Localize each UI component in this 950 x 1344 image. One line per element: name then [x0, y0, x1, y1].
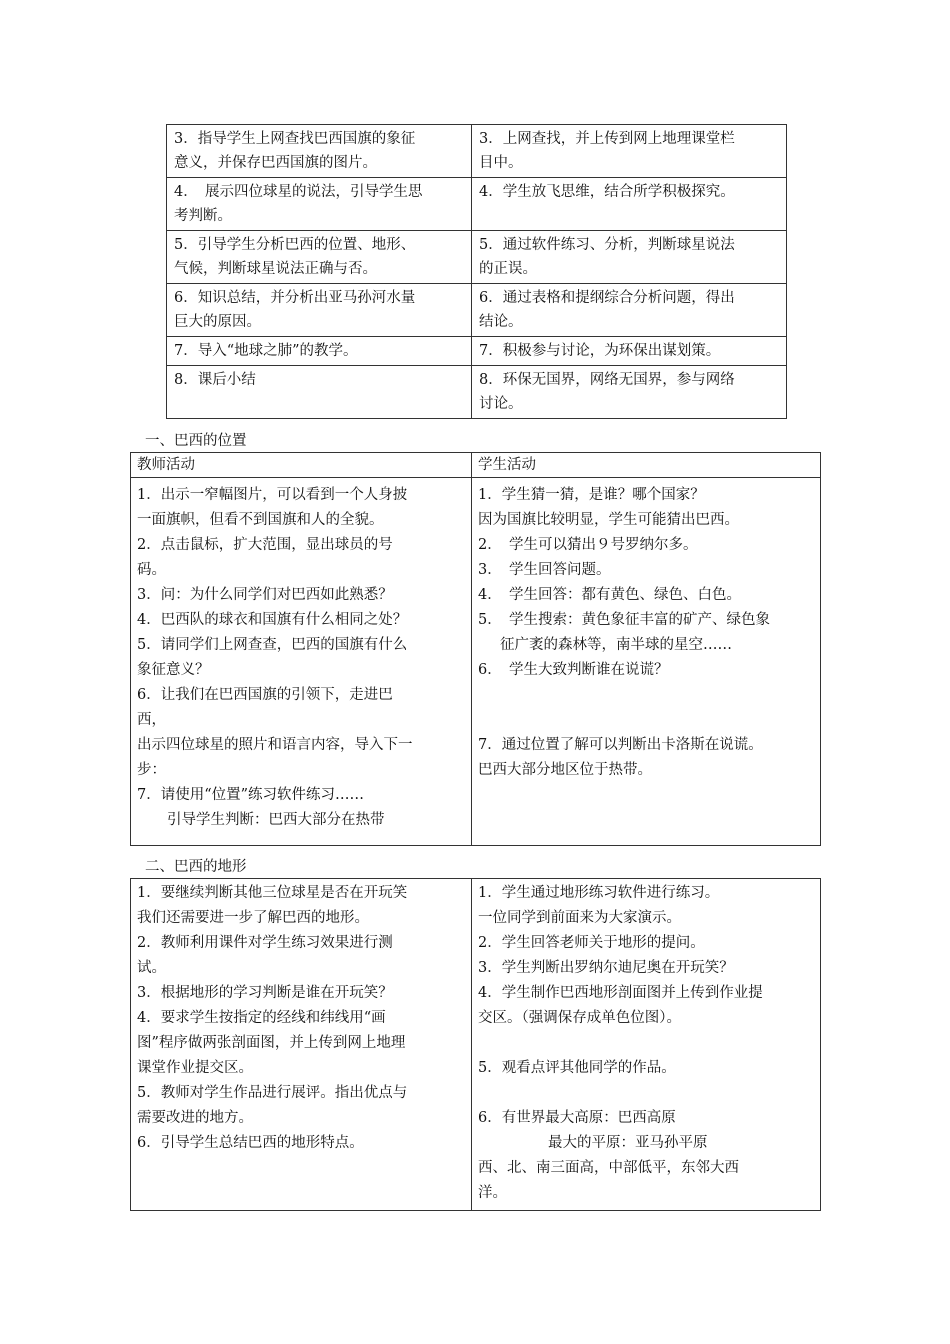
text-line: 7．导入“地球之肺”的教学。 — [174, 343, 358, 359]
student-activity-cell — [472, 178, 787, 231]
text-line: 2．学生回答老师关于地形的提问。 — [478, 935, 705, 951]
text-line: 我们还需要进一步了解巴西的地形。 — [137, 910, 369, 926]
table-row — [167, 337, 787, 366]
text-line: 因为国旗比较明显，学生可能猜出巴西。 — [478, 512, 739, 528]
text-line: 3．上网查找，并上传到网上地理课堂栏 — [479, 131, 735, 147]
text-line: 最大的平原：亚马孙平原 — [548, 1135, 708, 1151]
text-line: 1．要继续判断其他三位球星是否在开玩笑 — [137, 885, 408, 901]
text-line: 气候，判断球星说法正确与否。 — [174, 261, 377, 277]
spacer — [478, 1081, 814, 1106]
text-line: 交区。（强调保存成单色位图）。 — [478, 1010, 681, 1026]
text-line: 6．引导学生总结巴西的地形特点。 — [137, 1135, 364, 1151]
spacer — [478, 1031, 814, 1056]
text-line: 3． 学生回答问题。 — [478, 562, 611, 578]
text-line: 巨大的原因。 — [174, 314, 261, 330]
teacher-activity-cell — [131, 879, 472, 1211]
text-line: 4．学生制作巴西地形剖面图并上传到作业提 — [478, 985, 763, 1001]
location-activity-table — [130, 452, 821, 846]
teacher-activity-cell — [167, 125, 472, 178]
header-student-activity: 学生活动 — [472, 453, 821, 478]
text-line: 意义，并保存巴西国旗的图片。 — [174, 155, 377, 171]
text-line: 步： — [137, 762, 166, 778]
text-line: 3．根据地形的学习判断是谁在开玩笑？ — [137, 985, 393, 1001]
text-line: 7．通过位置了解可以判断出卡洛斯在说谎。 — [478, 737, 763, 753]
teacher-activity-cell — [167, 231, 472, 284]
text-line: 4．要求学生按指定的经线和纬线用“画 — [137, 1010, 386, 1026]
text-line: 5．教师对学生作品进行展评。指出优点与 — [137, 1085, 408, 1101]
table-row — [167, 178, 787, 231]
table-row — [167, 231, 787, 284]
text-line: 7．积极参与讨论，为环保出谋划策。 — [479, 343, 721, 359]
header-teacher-activity: 教师活动 — [131, 453, 472, 478]
text-line: 5．引导学生分析巴西的位置、地形、 — [174, 237, 416, 253]
student-activity-cell — [472, 366, 787, 419]
text-line: 图”程序做两张剖面图，并上传到网上地理 — [137, 1035, 406, 1051]
section-heading-terrain: 二、巴西的地形 — [145, 859, 247, 875]
activity-table-continued — [166, 124, 787, 419]
text-line: 的正误。 — [479, 261, 537, 277]
text-line: 西、北、南三面高，中部低平，东邻大西 — [478, 1160, 739, 1176]
text-line: 2．教师利用课件对学生练习效果进行测 — [137, 935, 393, 951]
text-line: 试。 — [137, 960, 166, 976]
teacher-activity-cell — [167, 337, 472, 366]
student-activity-cell — [472, 337, 787, 366]
text-line: 结论。 — [479, 314, 523, 330]
text-line: 1．学生通过地形练习软件进行练习。 — [478, 885, 720, 901]
text-line: 5．通过软件练习、分析，判断球星说法 — [479, 237, 735, 253]
text-line: 4．学生放飞思维，结合所学积极探究。 — [479, 184, 735, 200]
table-row — [167, 125, 787, 178]
text-line: 一面旗帜，但看不到国旗和人的全貌。 — [137, 512, 384, 528]
text-line: 需要改进的地方。 — [137, 1110, 253, 1126]
text-line: 2． 学生可以猜出９号罗纳尔多。 — [478, 537, 698, 553]
text-line: 出示四位球星的照片和语言内容，导入下一 — [137, 737, 413, 753]
text-line: 引导学生判断：巴西大部分在热带 — [167, 812, 385, 828]
text-line: 4． 学生回答：都有黄色、绿色、白色。 — [478, 587, 741, 603]
text-line: 洋。 — [478, 1185, 507, 1201]
student-activity-cell — [472, 284, 787, 337]
text-line: 课堂作业提交区。 — [137, 1060, 253, 1076]
text-line: 7．请使用“位置”练习软件练习…… — [137, 787, 365, 803]
text-line: 象征意义？ — [137, 662, 210, 678]
text-line: 4．巴西队的球衣和国旗有什么相同之处？ — [137, 612, 408, 628]
text-line: 6．有世界最大高原：巴西高原 — [478, 1110, 676, 1126]
text-line: 5．请同学们上网查查，巴西的国旗有什么 — [137, 637, 408, 653]
text-line: 一位同学到前面来为大家演示。 — [478, 910, 681, 926]
student-activity-cell — [472, 478, 821, 846]
table-row — [167, 284, 787, 337]
terrain-activity-table — [130, 878, 821, 1211]
text-line: 3．指导学生上网查找巴西国旗的象征 — [174, 131, 416, 147]
text-line: 目中。 — [479, 155, 523, 171]
text-line: 8．环保无国界，网络无国界，参与网络 — [479, 372, 735, 388]
text-line: 3．问：为什么同学们对巴西如此熟悉？ — [137, 587, 393, 603]
text-line: 1．出示一窄幅图片，可以看到一个人身披 — [137, 487, 408, 503]
teacher-activity-cell — [167, 284, 472, 337]
teacher-activity-cell — [167, 366, 472, 419]
text-line: 码。 — [137, 562, 166, 578]
text-line: 6．让我们在巴西国旗的引领下，走进巴 — [137, 687, 393, 703]
text-line: 3．学生判断出罗纳尔迪尼奥在开玩笑？ — [478, 960, 734, 976]
text-line: 讨论。 — [479, 396, 523, 412]
student-activity-cell — [472, 231, 787, 284]
text-line: 6．通过表格和提纲综合分析问题，得出 — [479, 290, 735, 306]
student-activity-cell — [472, 125, 787, 178]
text-line: 5．观看点评其他同学的作品。 — [478, 1060, 676, 1076]
text-line: 2．点击鼠标，扩大范围，显出球员的号 — [137, 537, 393, 553]
teacher-activity-cell — [131, 478, 472, 846]
text-line: 考判断。 — [174, 208, 232, 224]
text-line: 4． 展示四位球星的说法，引导学生思 — [174, 184, 423, 200]
spacer — [478, 683, 814, 733]
text-line: 6．知识总结，并分析出亚马孙河水量 — [174, 290, 416, 306]
text-line: 西， — [137, 712, 166, 728]
text-line: 8．课后小结 — [174, 372, 256, 388]
text-line: 1．学生猜一猜，是谁？哪个国家？ — [478, 487, 705, 503]
table-row — [167, 366, 787, 419]
section-heading-location: 一、巴西的位置 — [145, 433, 247, 449]
text-line: 巴西大部分地区位于热带。 — [478, 762, 652, 778]
text-line: 5． 学生搜索：黄色象征丰富的矿产、绿色象 — [478, 612, 770, 628]
student-activity-cell — [472, 879, 821, 1211]
teacher-activity-cell — [167, 178, 472, 231]
text-line: 征广袤的森林等，南半球的星空…… — [500, 637, 732, 653]
text-line: 6． 学生大致判断谁在说谎？ — [478, 662, 669, 678]
